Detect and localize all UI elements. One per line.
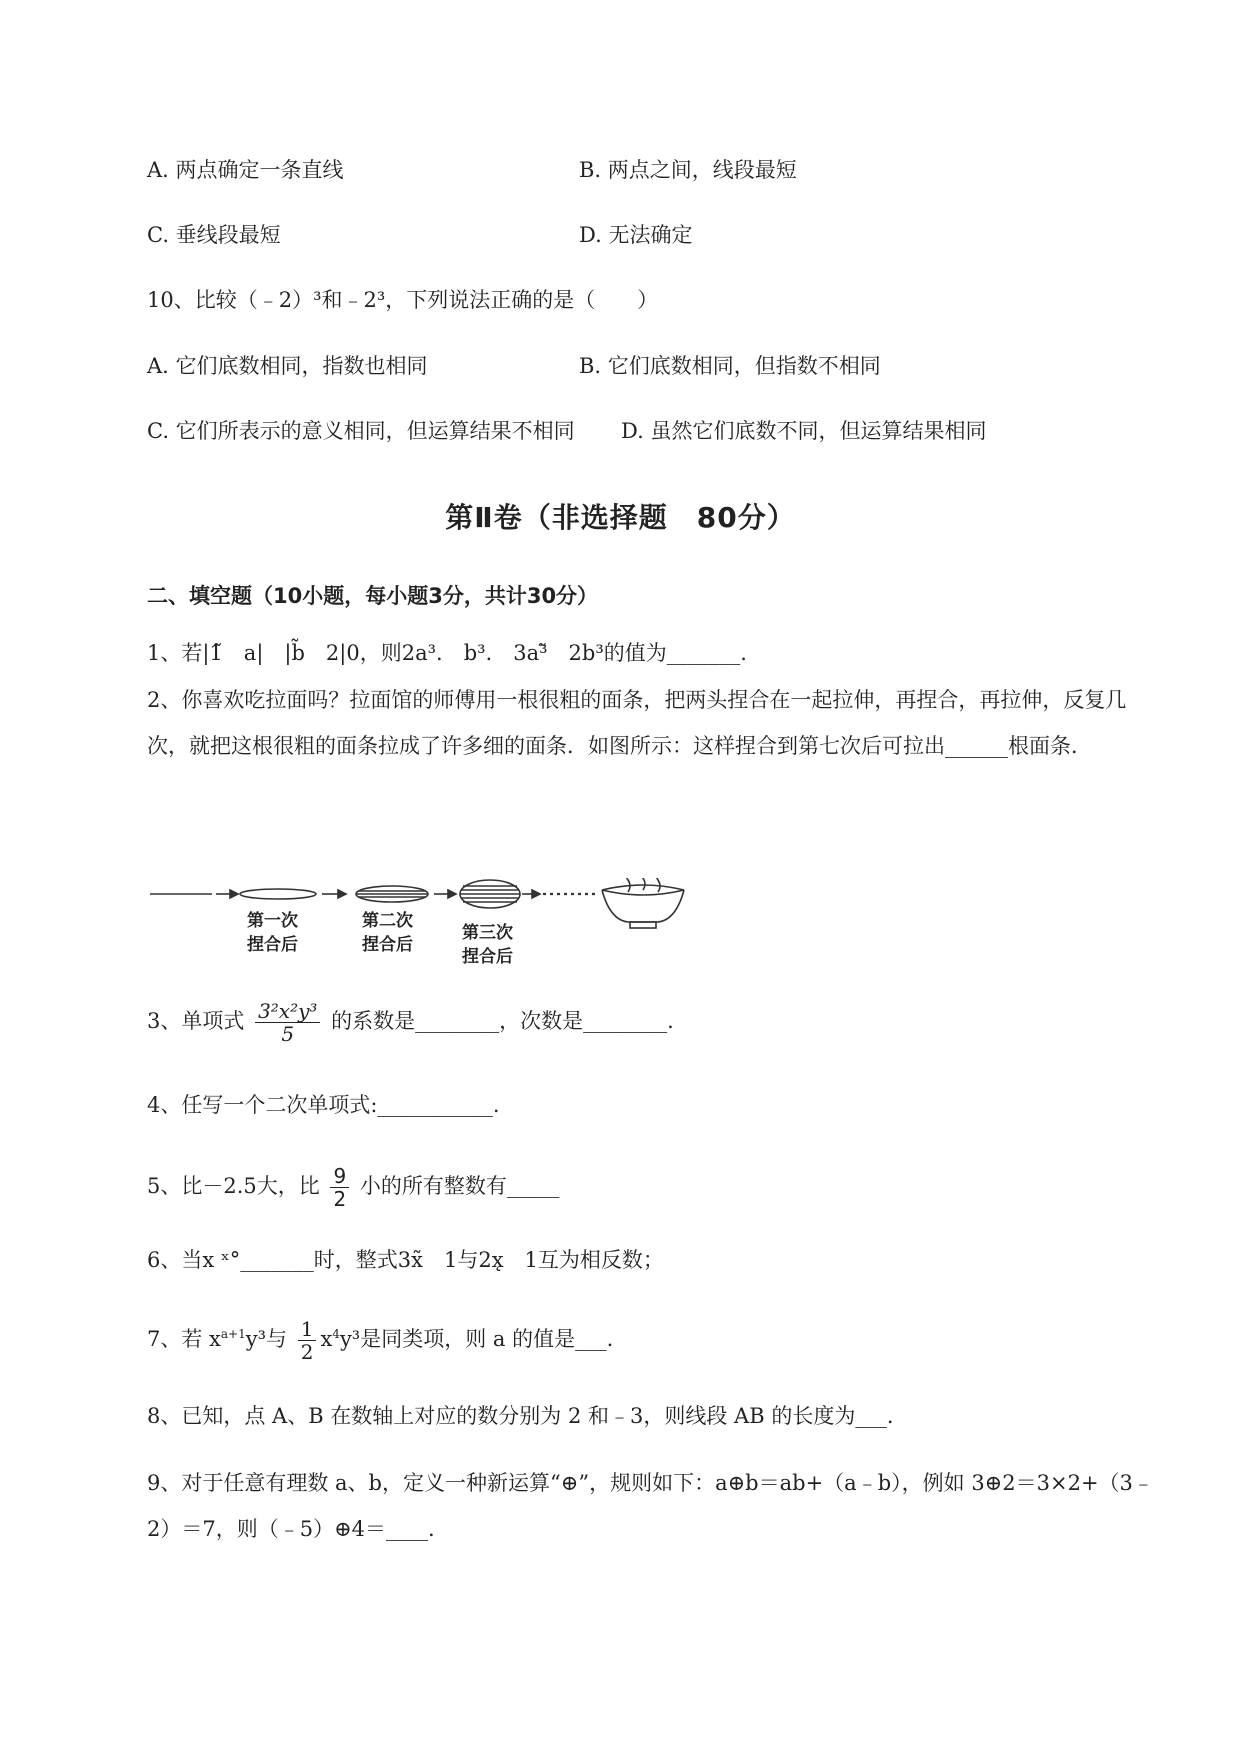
fill-q7-fraction — [298, 1318, 317, 1363]
fill-q5-prefix: 5、比－2.5大，比 — [147, 1174, 320, 1198]
fig-label-3b: 捏合后 — [462, 947, 513, 967]
fill-q7-numerator: 1 — [298, 1318, 317, 1341]
fill-q7-exp2: 4 — [332, 1327, 340, 1341]
fill-q3-denominator: 5 — [281, 1022, 295, 1046]
fill-q1-mid: 0，则2a³. b³. 3a³̃ 2b³的值为 — [346, 641, 667, 665]
q10-option-c: C. 它们所表示的意义相同，但运算结果不相同 — [147, 419, 575, 443]
fill-q8: 8、已知，点 A、B 在数轴上对应的数分别为 2 和﹣3，则线段 AB 的长度为___. — [147, 1404, 894, 1428]
fig-label-1b: 捏合后 — [247, 935, 298, 955]
fill-q5-fraction — [330, 1165, 349, 1210]
q10-option-d: D. 虽然它们底数不同，但运算结果相同 — [621, 419, 987, 443]
fig-label-2a: 第二次 — [362, 911, 413, 931]
noodle-figure — [150, 878, 690, 970]
fill-q7 — [147, 1318, 613, 1363]
fill-q6: 6、当x ˣ°_______时，整式3x̃ 1与2x̨ 1互为相反数； — [147, 1248, 664, 1272]
q9-option-d: D. 无法确定 — [579, 223, 693, 247]
fig-label-3a: 第三次 — [462, 923, 513, 943]
fill-q3-end: . — [667, 1009, 674, 1033]
fill-q5-numerator: 9 — [330, 1165, 349, 1188]
q9-option-b: B. 两点之间，线段最短 — [579, 158, 797, 182]
fig-label-1a: 第一次 — [247, 911, 298, 931]
fig-label-2b: 捏合后 — [362, 935, 413, 955]
fill-q7-suffix: y³是同类项，则 a 的值是___. — [339, 1327, 614, 1351]
fill-q3-prefix: 3、单项式 — [147, 1009, 245, 1033]
fill-q3 — [147, 1000, 674, 1045]
fill-q7-prefix: 7、若 x — [147, 1327, 221, 1351]
q9-option-c: C. 垂线段最短 — [147, 223, 281, 247]
q10-option-a: A. 它们底数相同，指数也相同 — [147, 354, 428, 378]
part2-title: 第Ⅱ卷（非选择题 80分） — [445, 501, 796, 534]
fill-q7-denominator: 2 — [300, 1340, 314, 1364]
fill-q7-exp1: a+1 — [220, 1327, 246, 1341]
fill-q2: 2、你喜欢吃拉面吗？拉面馆的师傅用一根很粗的面条，把两头捏合在一起拉伸，再捏合，再拉伸，反复几次，就把这根很粗的面条拉成了许多细的面条．如图所示：这样捏合到第七次后可拉出______根面条． — [147, 688, 1127, 758]
fill-q5-denominator: 2 — [333, 1187, 347, 1211]
fill-q3-numerator: 3²x²y³ — [255, 1000, 320, 1023]
fill-q5 — [147, 1165, 559, 1210]
fill-q1-blank: _______ — [666, 641, 741, 665]
q10-option-b: B. 它们底数相同，但指数不相同 — [579, 354, 881, 378]
fill-q1 — [147, 643, 747, 664]
fill-q4: 4、任写一个二次单项式:___________. — [147, 1093, 500, 1117]
section-title: 二、填空题（10小题，每小题3分，共计30分） — [147, 584, 599, 608]
fill-q5-suffix: 小的所有整数有_____ — [359, 1174, 560, 1198]
fill-q1-end: . — [740, 641, 747, 665]
fill-q1-prefix: 1、若|1̃ a| |b̃ 2| — [147, 641, 347, 665]
q9-option-a: A. 两点确定一条直线 — [147, 158, 344, 182]
fill-q9: 9、对于任意有理数 a、b，定义一种新运算“⊕”，规则如下：a⊕b＝ab+（a﹣b），例如 3⊕2＝3×2+（3﹣2）＝7，则（﹣5）⊕4＝____. — [147, 1471, 1154, 1541]
q10-stem: 10、比较（﹣2）³和﹣2³，下列说法正确的是（ ） — [147, 288, 659, 312]
fill-q3-mid: 的系数是________，次数是________ — [331, 1009, 668, 1033]
fill-q7-mid1: y³与 — [245, 1327, 288, 1351]
fill-q7-mid2: x — [320, 1327, 333, 1351]
fill-q3-fraction — [255, 1000, 320, 1045]
